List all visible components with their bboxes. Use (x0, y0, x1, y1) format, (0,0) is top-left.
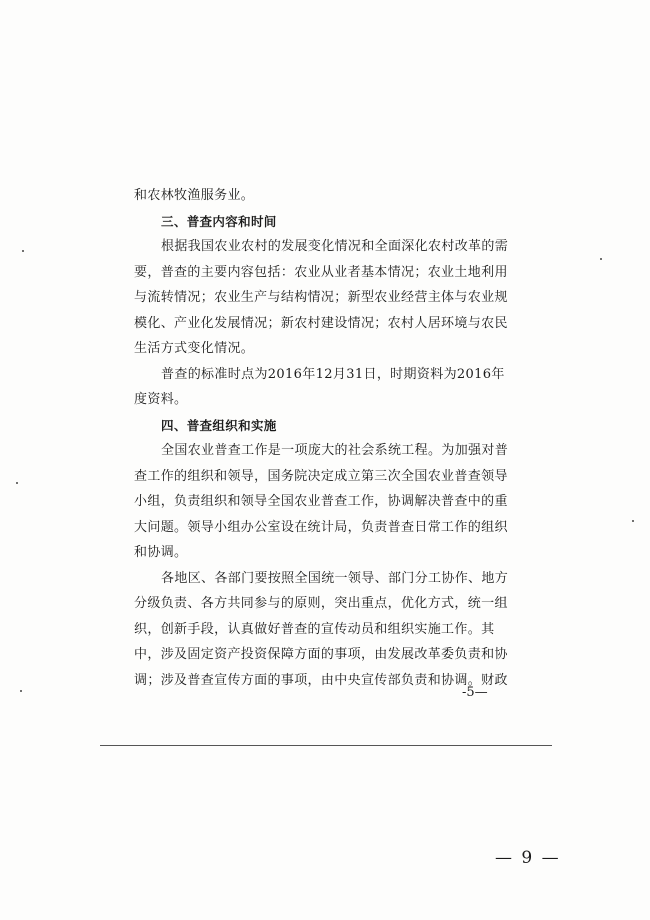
body-line: 各地区、各部门要按照全国统一领导、部门分工协作、地方 (161, 570, 509, 586)
body-line: 模化、产业化发展情况；新农村建设情况；农村人居环境与农民 (134, 315, 508, 331)
scan-speck (16, 482, 18, 484)
body-line: 调；涉及普查宣传方面的事项，由中央宣传部负责和协调。财政 (134, 672, 508, 688)
body-line: 普查的标准时点为2016年12月31日，时期资料为2016年 (161, 366, 505, 382)
body-line: 查工作的组织和领导，国务院决定成立第三次全国农业普查领导 (134, 468, 508, 484)
body-line: 和农林牧渔服务业。 (134, 188, 255, 203)
body-line: 分级负责、各方共同参与的原则，突出重点，优化方式，统一组 (134, 596, 508, 611)
body-line: 根据我国农业农村的发展变化情况和全面深化农村改革的需 (161, 239, 509, 254)
scan-speck (600, 258, 602, 260)
body-line: 与流转情况；农业生产与结构情况；新型农业经营主体与农业规 (134, 290, 508, 305)
body-line: 织，创新手段，认真做好普查的宣传动员和组织实施工作。其 (134, 621, 495, 637)
scan-speck (20, 690, 22, 692)
scan-speck (632, 520, 634, 522)
body-line: 小组，负责组织和领导全国农业普查工作，协调解决普查中的重 (134, 494, 508, 509)
body-line: 大问题。领导小组办公室设在统计局，负责普查日常工作的组织 (134, 519, 508, 535)
document-body (134, 183, 534, 693)
section-heading: 四、普查组织和实施 (161, 417, 277, 433)
outer-page-number: — 9 — (495, 848, 561, 868)
scan-speck (22, 250, 24, 252)
body-line: 和协调。 (134, 545, 188, 560)
body-line: 全国农业普查工作是一项庞大的社会系统工程。为加强对普 (161, 443, 509, 458)
section-heading: 三、普查内容和时间 (161, 213, 277, 229)
body-line: 中，涉及固定资产投资保障方面的事项，由发展改革委负责和协 (134, 647, 508, 662)
inner-page-number: -5— (462, 685, 488, 700)
body-line: 要，普查的主要内容包括：农业从业者基本情况；农业土地利用 (134, 264, 508, 280)
body-line: 生活方式变化情况。 (134, 341, 255, 356)
footer-divider (100, 745, 552, 746)
body-line: 度资料。 (134, 392, 188, 407)
